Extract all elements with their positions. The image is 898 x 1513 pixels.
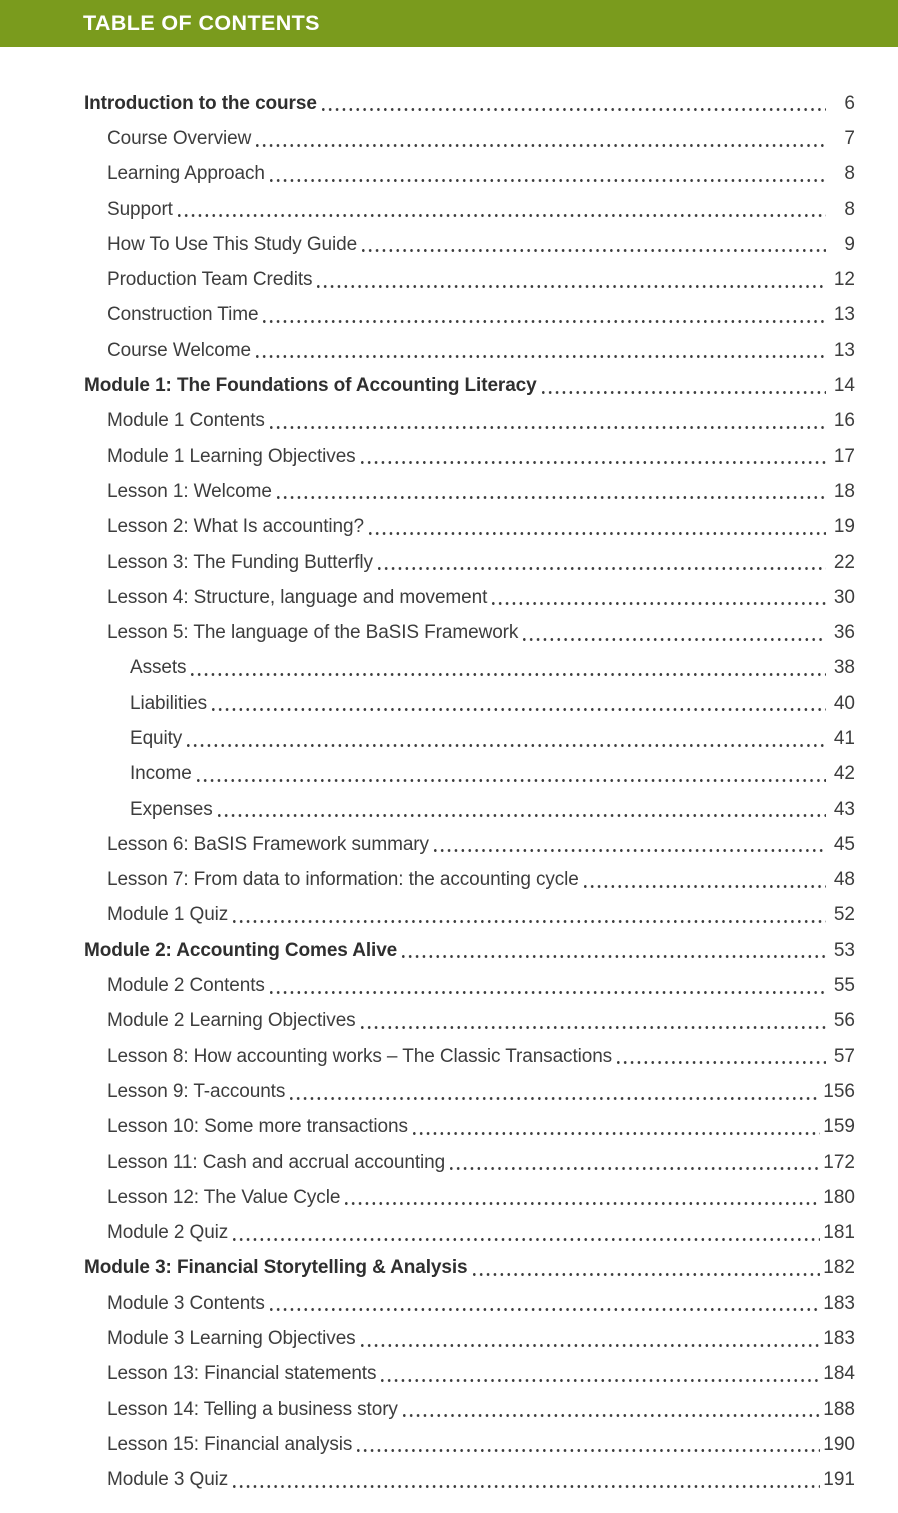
toc-entry[interactable] — [84, 1004, 855, 1039]
toc-entry-label: How To Use This Study Guide — [107, 233, 358, 255]
toc-entry-page: 188 — [823, 1398, 855, 1420]
dot-leader — [197, 757, 826, 792]
toc-entry[interactable] — [84, 157, 855, 192]
toc-entry-page: 183 — [823, 1292, 855, 1314]
toc-entry-label: Lesson 5: The language of the BaSIS Framework — [107, 622, 519, 644]
dot-leader — [178, 192, 826, 227]
toc-entry-label: Module 1: The Foundations of Accounting Literacy — [84, 375, 537, 397]
toc-entry-label: Lesson 13: Financial statements — [107, 1363, 377, 1385]
dot-leader — [381, 1357, 820, 1392]
dot-leader — [322, 86, 826, 121]
toc-entry-label: Course Overview — [107, 127, 252, 149]
dot-leader — [403, 1392, 820, 1427]
toc-entry-label: Module 3 Learning Objectives — [107, 1328, 356, 1350]
toc-entry-page: 14 — [833, 375, 855, 397]
dot-leader — [233, 1216, 820, 1251]
dot-leader — [345, 1180, 820, 1215]
toc-entry-label: Lesson 6: BaSIS Framework summary — [107, 833, 429, 855]
toc-entry[interactable] — [84, 1216, 855, 1251]
toc-entry-page: 181 — [823, 1222, 855, 1244]
toc-entry[interactable] — [84, 686, 855, 721]
toc-entry-label: Lesson 7: From data to information: the accounting cycle — [107, 869, 579, 891]
toc-entry[interactable] — [84, 615, 855, 650]
dot-leader — [434, 827, 826, 862]
toc-entry-label: Income — [130, 763, 192, 785]
toc-entry-label: Module 2: Accounting Comes Alive — [84, 939, 398, 961]
dot-leader — [218, 792, 826, 827]
toc-entry-page: 57 — [833, 1045, 855, 1067]
toc-entry[interactable] — [84, 757, 855, 792]
toc-entry-label: Lesson 4: Structure, language and movement — [107, 586, 488, 608]
dot-leader — [187, 721, 826, 756]
toc-entry-page: 190 — [823, 1433, 855, 1455]
toc-entry-label: Lesson 10: Some more transactions — [107, 1116, 408, 1138]
toc-entry[interactable] — [84, 192, 855, 227]
toc-entry[interactable] — [84, 1180, 855, 1215]
toc-entry-page: 53 — [833, 939, 855, 961]
toc-list — [0, 47, 898, 1498]
dot-leader — [378, 545, 826, 580]
toc-entry[interactable] — [84, 933, 855, 968]
toc-entry-label: Lesson 15: Financial analysis — [107, 1433, 353, 1455]
dot-leader — [233, 898, 826, 933]
toc-entry-label: Support — [107, 198, 173, 220]
toc-entry-page: 6 — [844, 92, 855, 114]
dot-leader — [256, 121, 826, 156]
dot-leader — [369, 510, 826, 545]
toc-entry-label: Lesson 2: What Is accounting? — [107, 516, 364, 538]
toc-entry[interactable] — [84, 863, 855, 898]
toc-entry-label: Lesson 9: T-accounts — [107, 1080, 286, 1102]
dot-leader — [362, 227, 826, 262]
dot-leader — [270, 1286, 821, 1321]
toc-entry-page: 30 — [833, 586, 855, 608]
toc-entry-page: 52 — [833, 904, 855, 926]
toc-entry-page: 45 — [833, 833, 855, 855]
dot-leader — [317, 262, 826, 297]
toc-entry-page: 19 — [833, 516, 855, 538]
toc-entry[interactable] — [84, 474, 855, 509]
dot-leader — [617, 1039, 826, 1074]
toc-entry-label: Assets — [130, 657, 187, 679]
dot-leader — [277, 474, 826, 509]
dot-leader — [523, 615, 826, 650]
toc-entry[interactable] — [84, 1321, 855, 1356]
toc-entry[interactable] — [84, 1427, 855, 1462]
toc-entry[interactable] — [84, 333, 855, 368]
toc-entry-page: 180 — [823, 1186, 855, 1208]
toc-entry-label: Course Welcome — [107, 339, 251, 361]
dot-leader — [584, 863, 826, 898]
toc-entry-label: Lesson 8: How accounting works – The Classic Transactions — [107, 1045, 613, 1067]
toc-entry[interactable] — [84, 227, 855, 262]
toc-entry-page: 22 — [833, 551, 855, 573]
toc-entry[interactable] — [84, 368, 855, 403]
dot-leader — [263, 298, 826, 333]
toc-entry[interactable] — [84, 1074, 855, 1109]
toc-entry-label: Lesson 3: The Funding Butterfly — [107, 551, 373, 573]
toc-entry-label: Lesson 14: Telling a business story — [107, 1398, 398, 1420]
toc-entry[interactable] — [84, 262, 855, 297]
toc-entry-page: 16 — [833, 410, 855, 432]
toc-entry-page: 17 — [833, 445, 855, 467]
dot-leader — [270, 157, 826, 192]
toc-entry-page: 42 — [833, 763, 855, 785]
toc-entry-page: 56 — [833, 1010, 855, 1032]
toc-entry-page: 40 — [833, 692, 855, 714]
toc-entry[interactable] — [84, 404, 855, 439]
dot-leader — [402, 933, 826, 968]
toc-entry[interactable] — [84, 1251, 855, 1286]
toc-entry[interactable] — [84, 545, 855, 580]
toc-entry-page: 184 — [823, 1363, 855, 1385]
dot-leader — [361, 1004, 826, 1039]
toc-entry-page: 7 — [844, 127, 855, 149]
toc-entry-page: 38 — [833, 657, 855, 679]
toc-entry[interactable] — [84, 439, 855, 474]
toc-entry-page: 36 — [833, 622, 855, 644]
toc-entry-label: Lesson 1: Welcome — [107, 480, 272, 502]
dot-leader — [256, 333, 826, 368]
dot-leader — [361, 439, 826, 474]
toc-entry-page: 12 — [833, 269, 855, 291]
toc-entry-page: 9 — [844, 233, 855, 255]
toc-entry[interactable] — [84, 651, 855, 686]
toc-entry-page: 43 — [833, 798, 855, 820]
toc-entry-label: Production Team Credits — [107, 269, 313, 291]
toc-entry[interactable] — [84, 1286, 855, 1321]
dot-leader — [542, 368, 826, 403]
toc-entry-label: Lesson 11: Cash and accrual accounting — [107, 1151, 446, 1173]
dot-leader — [357, 1427, 820, 1462]
toc-entry[interactable] — [84, 792, 855, 827]
toc-entry-page: 156 — [823, 1080, 855, 1102]
toc-entry-label: Equity — [130, 727, 183, 749]
toc-entry-page: 13 — [833, 304, 855, 326]
toc-entry[interactable] — [84, 510, 855, 545]
toc-entry-page: 183 — [823, 1328, 855, 1350]
page-title: TABLE OF CONTENTS — [83, 11, 320, 35]
dot-leader — [413, 1110, 820, 1145]
toc-entry[interactable] — [84, 1392, 855, 1427]
toc-entry[interactable] — [84, 898, 855, 933]
dot-leader — [212, 686, 826, 721]
toc-entry-label: Introduction to the course — [84, 92, 317, 114]
toc-entry-page: 48 — [833, 869, 855, 891]
toc-entry[interactable] — [84, 968, 855, 1003]
toc-entry-label: Module 3 Contents — [107, 1292, 265, 1314]
toc-entry-label: Module 1 Learning Objectives — [107, 445, 356, 467]
toc-entry-page: 8 — [844, 198, 855, 220]
toc-entry-page: 159 — [823, 1116, 855, 1138]
toc-entry-page: 55 — [833, 975, 855, 997]
dot-leader — [270, 404, 826, 439]
toc-entry-label: Learning Approach — [107, 163, 265, 185]
toc-entry[interactable] — [84, 1463, 855, 1498]
dot-leader — [191, 651, 826, 686]
dot-leader — [270, 968, 826, 1003]
toc-entry-label: Module 1 Quiz — [107, 904, 229, 926]
toc-header-bar — [0, 0, 898, 47]
toc-entry-page: 18 — [833, 480, 855, 502]
toc-entry[interactable] — [84, 1357, 855, 1392]
toc-entry-label: Module 2 Quiz — [107, 1222, 229, 1244]
toc-entry-label: Expenses — [130, 798, 213, 820]
toc-entry[interactable] — [84, 298, 855, 333]
dot-leader — [492, 580, 826, 615]
dot-leader — [450, 1145, 820, 1180]
toc-entry-page: 172 — [823, 1151, 855, 1173]
toc-entry[interactable] — [84, 1110, 855, 1145]
dot-leader — [290, 1074, 820, 1109]
dot-leader — [473, 1251, 821, 1286]
toc-entry-label: Module 2 Contents — [107, 975, 265, 997]
toc-entry[interactable] — [84, 827, 855, 862]
dot-leader — [361, 1321, 821, 1356]
toc-entry-label: Construction Time — [107, 304, 259, 326]
toc-entry[interactable] — [84, 1039, 855, 1074]
toc-entry[interactable] — [84, 580, 855, 615]
toc-entry-page: 13 — [833, 339, 855, 361]
toc-entry[interactable] — [84, 721, 855, 756]
toc-entry-label: Module 1 Contents — [107, 410, 265, 432]
toc-entry[interactable] — [84, 121, 855, 156]
toc-entry[interactable] — [84, 1145, 855, 1180]
toc-entry-page: 8 — [844, 163, 855, 185]
toc-entry-page: 191 — [823, 1469, 855, 1491]
toc-entry-label: Module 2 Learning Objectives — [107, 1010, 356, 1032]
toc-entry[interactable] — [84, 86, 855, 121]
dot-leader — [233, 1463, 820, 1498]
toc-entry-page: 41 — [833, 727, 855, 749]
toc-entry-label: Lesson 12: The Value Cycle — [107, 1186, 341, 1208]
toc-entry-page: 182 — [823, 1257, 855, 1279]
toc-entry-label: Module 3 Quiz — [107, 1469, 229, 1491]
toc-entry-label: Module 3: Financial Storytelling & Analysis — [84, 1257, 468, 1279]
toc-entry-label: Liabilities — [130, 692, 208, 714]
